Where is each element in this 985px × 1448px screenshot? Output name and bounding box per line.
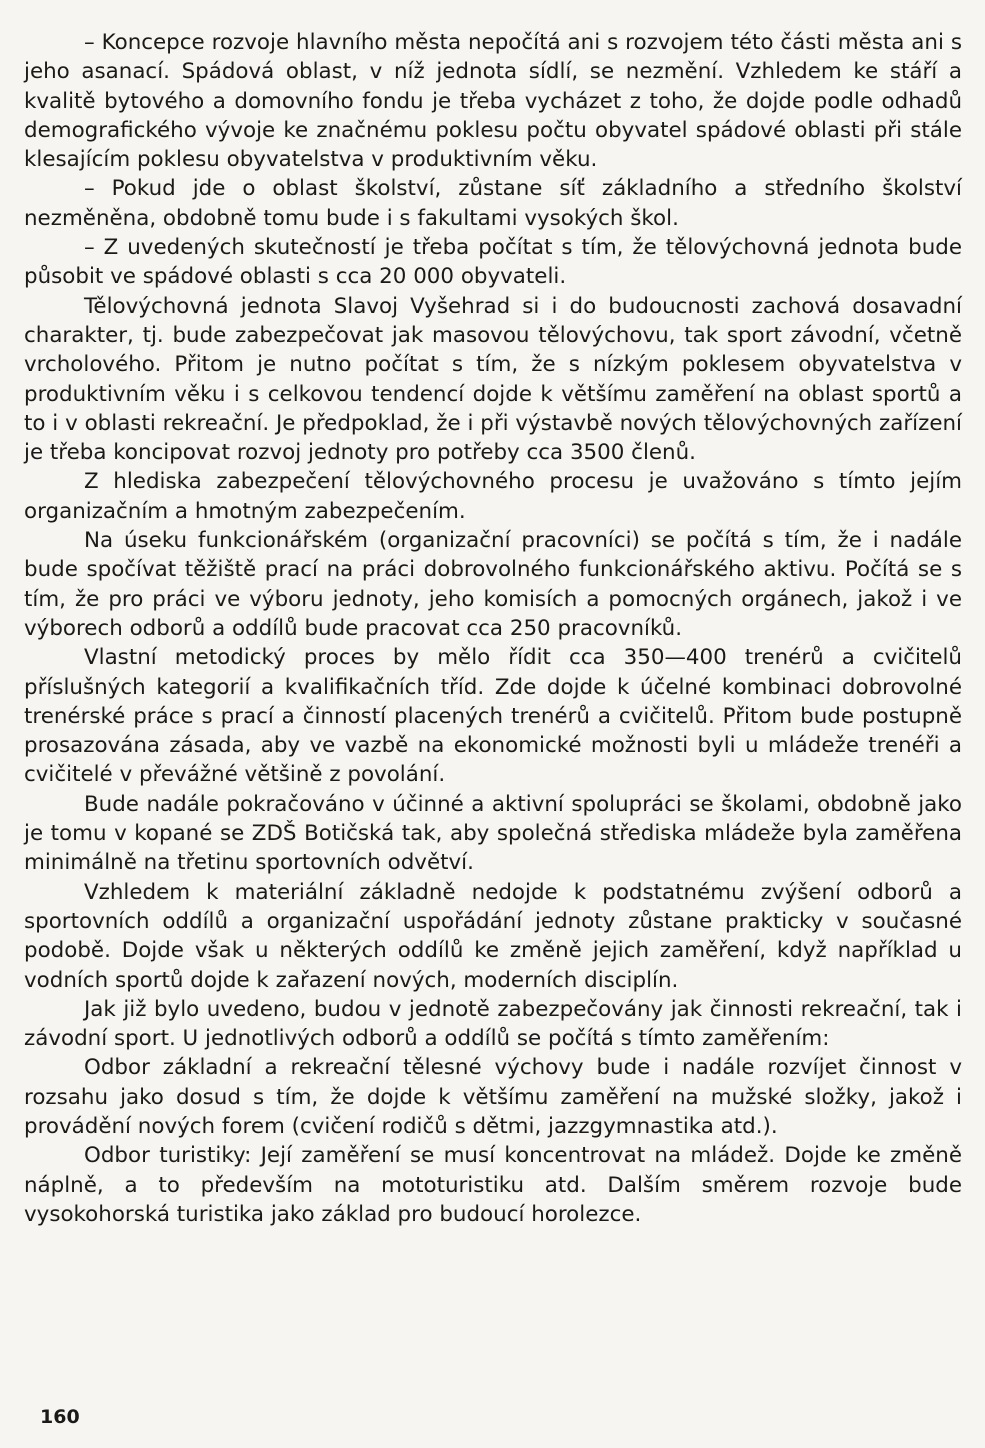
paragraph-organization: Z hlediska zabezpečení tělovýchovného procesu je uvažováno s tímto jejím organizačním a hmotným zabezpečením. xyxy=(24,469,962,524)
page-number: 160 xyxy=(40,1406,80,1428)
paragraph-material-base: Vzhledem k materiální základně nedojde k podstatnému zvýšení odborů a sportovních oddílů a organizační uspořádání jednoty zůstane prakticky v současné podobě. Dojde však u některých oddílů ke změně jejich zaměření, když například u vodních sportů dojde k zařazení nových, moderních disciplín. xyxy=(24,879,962,993)
paragraph-club-character: Tělovýchovná jednota Slavoj Vyšehrad si i do budoucnosti zachová dosavadní charakter, tj. bude zabezpečovat jak masovou tělovýchovu, tak sport závodní, včetně vrcholového. Přitom je nutno počítat s tím, že s nízkým poklesem obyvatelstva v produktivním věku i s celkovou tendencí dojde k většímu zaměření na oblast sportů a to i v oblasti rekreační. Je předpoklad, že i při výstavbě nových tělovýchovných zařízení je třeba koncipovat rozvoj jednoty pro potřeby cca 3500 členů. xyxy=(24,293,962,466)
paragraph-schools: – Pokud jde o oblast školství, zůstane síť základního a středního školství nezměněna, obdobně tomu bude i s fakultami vysokých škol. xyxy=(24,176,962,231)
paragraph-tourism-dept: Odbor turistiky: Její zaměření se musí koncentrovat na mládež. Dojde ke změně náplně, a to především na mototuristiku atd. Dalším směrem rozvoje bude vysokohorská turistika jako základ pro budoucí horolezce. xyxy=(24,1143,962,1227)
paragraph-city-development: – Koncepce rozvoje hlavního města nepočítá ani s rozvojem této části města ani s jeho asanací. Spádová oblast, v níž jednota sídlí, se nezmění. Vzhledem ke stáří a kvalitě bytového a domovního fondu je třeba vycházet z toho, že dojde podle odhadů demografického vývoje ke značnému poklesu počtu obyvatel spádové oblasti při stále klesajícím poklesu obyvatelstva v produktivním věku. xyxy=(24,30,962,173)
paragraph-population: – Z uvedených skutečností je třeba počítat s tím, že tělovýchovná jednota bude působit ve spádové oblasti s cca 20 000 obyvateli. xyxy=(24,235,962,290)
paragraph-schools-cooperation: Bude nadále pokračováno v účinné a aktivní spolupráci se školami, obdobně jako je tomu v kopané se ZDŠ Botičská tak, aby společná střediska mládeže byla zaměřena minimálně na třetinu sportovních odvětví. xyxy=(24,791,962,876)
paragraph-coaches: Vlastní metodický proces by mělo řídit cca 350—400 trenérů a cvičitelů příslušných kategorií a kvalifikačních tříd. Zde dojde k účelné kombinaci dobrovolné trenérské práce s prací a činností placených trenérů a cvičitelů. Přitom bude postupně prosazována zásada, aby ve vazbě na ekonomické možnosti byli u mládeže trenéři a cvičitelé v převážné většině z povolání. xyxy=(24,645,962,788)
page-body xyxy=(24,28,962,1229)
paragraph-activities: Jak již bylo uvedeno, budou v jednotě zabezpečovány jak činnosti rekreační, tak i závodní sport. U jednotlivých odborů a oddílů se počítá s tímto zaměřením: xyxy=(24,996,962,1052)
paragraph-recreation-dept: Odbor základní a rekreační tělesné výchovy bude i nadále rozvíjet činnost v rozsahu jako dosud s tím, že dojde k většímu zaměření na mužské složky, jakož i provádění nových forem (cvičení rodičů s dětmi, jazzgymnastika atd.). xyxy=(24,1055,962,1139)
paragraph-officials: Na úseku funkcionářském (organizační pracovníci) se počítá s tím, že i nadále bude spočívat těžiště prací na práci dobrovolného funkcionářského aktivu. Počítá se s tím, že pro práci ve výboru jednoty, jeho komisích a pomocných orgánech, jakož i ve výborech odborů a oddílů bude pracovat cca 250 pracovníků. xyxy=(24,528,962,641)
